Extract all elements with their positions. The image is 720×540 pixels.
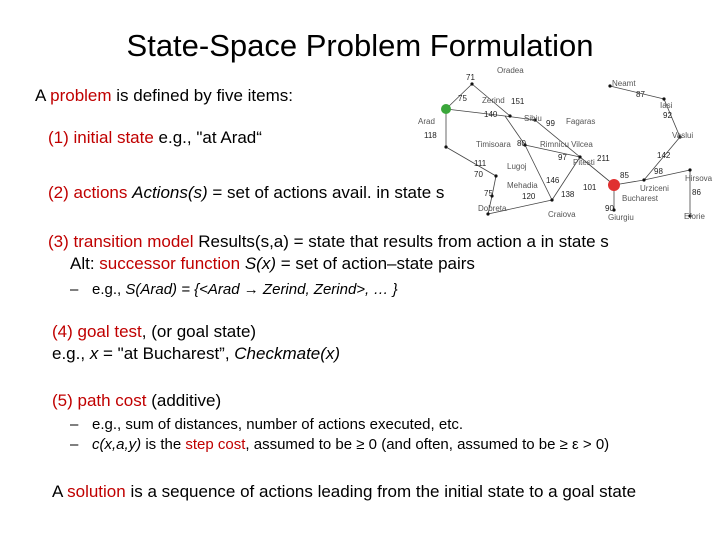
city-urziceni: Urziceni — [640, 184, 669, 193]
dist-arad-sibiu: 140 — [484, 110, 498, 119]
solution-text: A solution is a sequence of actions leading from the initial state to a goal state — [52, 482, 637, 501]
item5-bullet-1: – e.g., sum of distances, number of actions executed, etc. — [70, 416, 464, 433]
item5-bullet-2: – c(x,a,y) is the step cost, assumed to be ≥ 0 (and often, assumed to be ≥ ε > 0) — [70, 436, 610, 453]
item4-label: (4) goal test — [52, 322, 142, 341]
item3-example-bullet: – e.g., S(Arad) = {<Arad → Zerind, Zerind>, … } — [70, 281, 398, 298]
dist-bucharest-urziceni: 85 — [620, 171, 629, 180]
dist-fagaras-bucharest: 211 — [597, 154, 610, 163]
city-zerind: Zerind — [482, 96, 505, 105]
item-initial-state: (1) initial state e.g., "at Arad“ — [48, 128, 262, 147]
dist-mehadia-dobreta: 75 — [484, 189, 493, 198]
intro-text: A problem is defined by five items: — [35, 86, 293, 105]
city-oradea: Oradea — [497, 66, 524, 75]
problem-highlight: problem — [50, 86, 112, 105]
dist-lugoj-mehadia: 70 — [474, 170, 483, 179]
city-timisoara: Timisoara — [476, 140, 511, 149]
dist-pitesti-bucharest: 101 — [583, 183, 597, 192]
city-iasi: Iasi — [660, 101, 673, 110]
dist-timisoara-lugoj: 111 — [474, 159, 487, 168]
dist-sibiu-fagaras: 99 — [546, 119, 555, 128]
page-title: State-Space Problem Formulation — [126, 28, 594, 63]
city-fagaras: Fagaras — [566, 117, 596, 126]
dist-craiova-pitesti: 138 — [561, 190, 575, 199]
step-cost-highlight: step cost — [185, 436, 246, 453]
item1-label: (1) initial state — [48, 128, 154, 147]
city-hirsova: Hirsova — [685, 174, 713, 183]
item2-label: (2) actions — [48, 183, 128, 202]
city-dobreta: Dobreta — [478, 204, 507, 213]
city-lugoj: Lugoj — [507, 162, 527, 171]
city-eforie: Eforie — [684, 212, 705, 221]
dist-neamt-iasi: 87 — [636, 90, 645, 99]
city-sibiu: Sibiu — [524, 114, 542, 123]
city-vaslui: Vaslui — [672, 131, 694, 140]
solution-highlight: solution — [67, 482, 126, 501]
city-pitesti: Pitesti — [573, 158, 595, 167]
romania-map — [0, 0, 720, 250]
dist-arad-timisoara: 118 — [424, 131, 437, 140]
dist-sibiu-rimnicu: 80 — [517, 139, 526, 148]
dist-rimnicu-pitesti: 97 — [558, 153, 567, 162]
item-path-cost: (5) path cost (additive) — [52, 391, 222, 410]
dist-hirsova-eforie: 86 — [692, 188, 701, 197]
city-arad: Arad — [418, 117, 435, 126]
dist-oradea-sibiu: 151 — [511, 97, 525, 106]
item-actions: (2) actions Actions(s) = set of actions avail. in state s — [48, 183, 445, 202]
dist-urziceni-hirsova: 98 — [654, 167, 663, 176]
city-bucharest: Bucharest — [622, 194, 659, 203]
item3-label: (3) transition model — [48, 232, 194, 251]
start-node-arad — [441, 104, 451, 114]
dist-arad-zerind: 75 — [458, 94, 467, 103]
city-neamt: Neamt — [612, 79, 636, 88]
dist-bucharest-giurgiu: 90 — [605, 204, 614, 213]
successor-function-highlight: successor function — [99, 254, 241, 273]
dist-oradea-zerind: 71 — [466, 73, 475, 82]
dist-urziceni-vaslui: 142 — [657, 151, 671, 160]
item3-alt-line: Alt: successor function S(x) = set of action–state pairs — [70, 254, 475, 273]
item5-label: (5) path cost — [52, 391, 147, 410]
goal-node-bucharest — [608, 179, 620, 191]
city-mehadia: Mehadia — [507, 181, 538, 190]
city-craiova: Craiova — [548, 210, 576, 219]
dist-iasi-vaslui: 92 — [663, 111, 672, 120]
item-transition-model: (3) transition model Results(s,a) = state that results from action a in state s — [48, 232, 609, 251]
item4-example-line: e.g., x = "at Bucharest”, Checkmate(x) — [52, 344, 341, 363]
arrow-icon: → — [243, 281, 259, 298]
dist-dobreta-craiova: 120 — [522, 192, 536, 201]
item-goal-test: (4) goal test, (or goal state) — [52, 322, 257, 341]
city-rimnicu-vilcea: Rimnicu Vilcea — [540, 140, 593, 149]
city-giurgiu: Giurgiu — [608, 213, 634, 222]
dist-rimnicu-craiova: 146 — [546, 176, 560, 185]
